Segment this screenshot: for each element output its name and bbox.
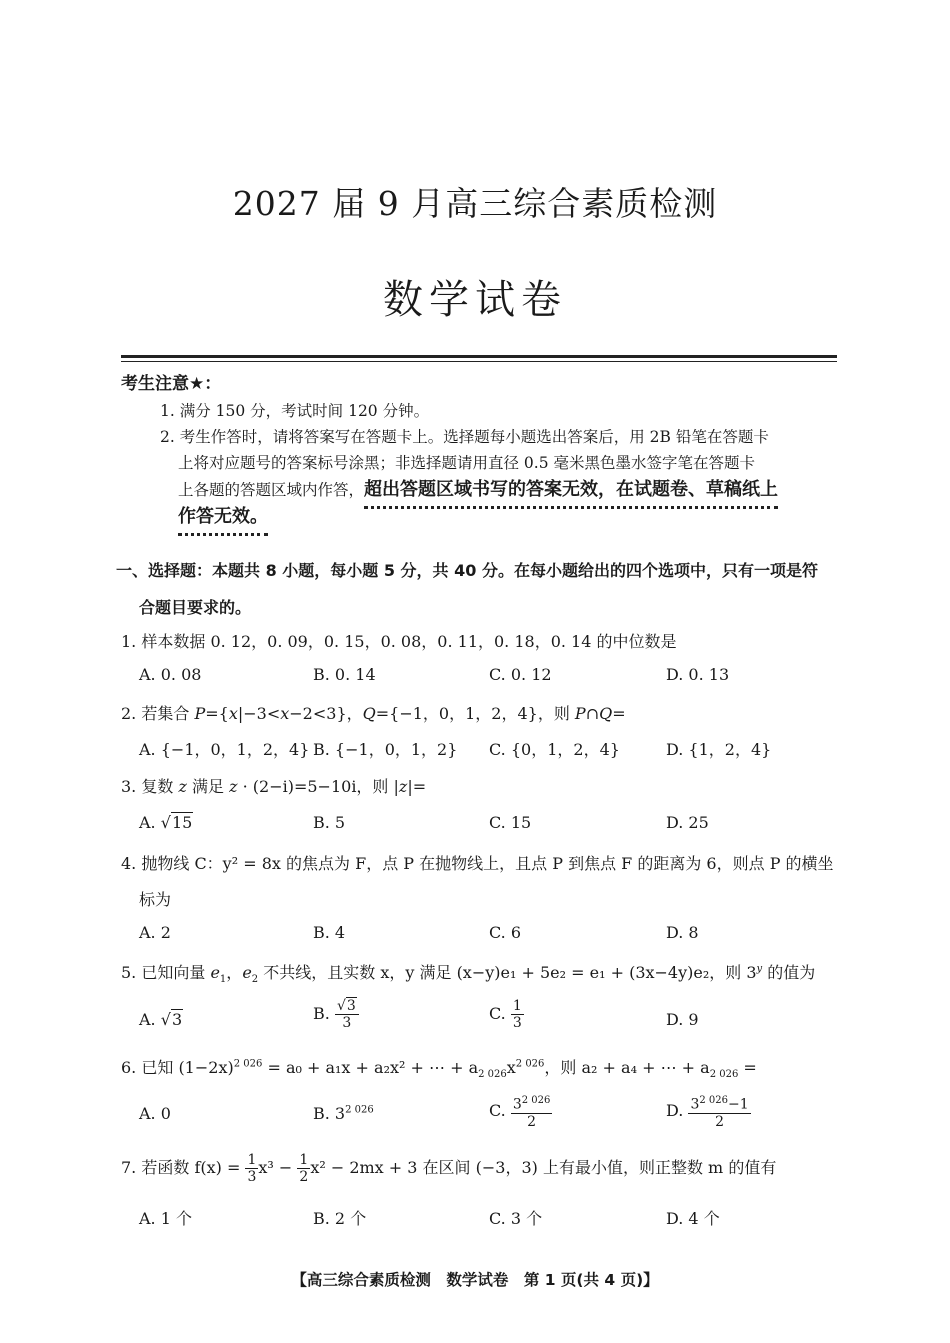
- q3-var-z2: z: [229, 777, 238, 796]
- question-3-stem: [121, 774, 426, 797]
- notice-plain-text: 上各题的答题区域内作答，: [178, 481, 365, 499]
- notice-emphasis-end: 作答无效。: [178, 506, 268, 536]
- q7-option-a: A. 1 个: [139, 1209, 192, 1228]
- question-1-stem: 1. 样本数据 0. 12，0. 09，0. 15，0. 08，0. 11，0. 18，0. 14 的中位数是: [121, 632, 677, 651]
- q7-f1-num: 1: [247, 1152, 257, 1168]
- q2-set-q-2: Q: [599, 704, 613, 723]
- q5-c-label: C.: [489, 1004, 511, 1023]
- q4-option-b: B. 4: [313, 923, 346, 942]
- q2-set-q: Q: [362, 704, 376, 723]
- q4-option-c: C. 6: [489, 923, 522, 942]
- q6-d-denominator: 2: [715, 1113, 724, 1130]
- q5-a-radicand: 3: [171, 1010, 183, 1029]
- q5-stem-b: 不共线，且实数 x，y 满足 (x−y)e₁ + 5e₂ = e₁ + (3x−4y)e₂，则 3: [258, 963, 757, 982]
- q6-b-base: B. 3: [313, 1104, 346, 1123]
- q6-c-fraction: [511, 1093, 553, 1130]
- q3-var-z: z: [178, 777, 187, 796]
- q6-b-power: 2 026: [345, 1104, 374, 1116]
- question-4-line-1: 4. 抛物线 C：y² = 8x 的焦点为 F，点 P 在抛物线上，且点 P 到焦点 F 的距离为 6，则点 P 的横坐: [121, 854, 834, 873]
- page-footer: 【高三综合素质检测 数学试卷 第 1 页(共 4 页)】: [291, 1271, 659, 1289]
- q6-stem-b: = a₀ + a₁x + a₂x² + ⋯ + a: [262, 1058, 479, 1077]
- q2-set1-mid: |−3<: [237, 704, 281, 723]
- q5-e1-sub: 1: [219, 974, 227, 986]
- q5-b-fraction: $\frac{√3}{3}$: [335, 998, 359, 1031]
- q6-d-label: D.: [666, 1100, 689, 1120]
- q7-option-b: B. 2 个: [313, 1209, 367, 1228]
- q5-exponent: y: [756, 963, 763, 975]
- q2-cap: ∩: [585, 704, 600, 723]
- q6-sub-1: 2 026: [478, 1069, 507, 1081]
- q2-set1-close: −2<3}，: [289, 704, 363, 723]
- q7-option-d: D. 4 个: [666, 1209, 720, 1228]
- q3-a-label: A.: [139, 813, 161, 832]
- q6-stem-c: x: [506, 1058, 516, 1077]
- q5-b-radicand: 3: [346, 998, 356, 1014]
- q6-c-label: C.: [489, 1100, 511, 1120]
- q2-set2: ={−1，0，1，2，4}，则: [375, 704, 575, 723]
- q5-option-a: A. √3: [139, 1010, 183, 1029]
- q6-power-2: 2 026: [515, 1058, 545, 1070]
- q3-var-z3: z: [398, 777, 408, 796]
- q7-f2-den: 2: [299, 1169, 309, 1185]
- q6-stem-a: 6. 已知 (1−2x): [121, 1058, 234, 1077]
- exam-title: 2027 届 9 月高三综合素质检测: [232, 184, 718, 223]
- q7-stem-a: 7. 若函数 f(x) =: [121, 1158, 246, 1177]
- q5-b-label: B.: [313, 1004, 335, 1023]
- header-rule-thin: [121, 361, 837, 362]
- q1-option-a: A. 0. 08: [139, 665, 202, 684]
- q5-b-denominator: 3: [342, 1015, 352, 1031]
- q7-option-c: C. 3 个: [489, 1209, 543, 1228]
- q6-option-a: A. 0: [139, 1104, 171, 1123]
- q5-e2-sub: 2: [251, 974, 259, 986]
- q6-d-fraction: [688, 1093, 750, 1130]
- notice-item-1: 1. 满分 150 分，考试时间 120 分钟。: [160, 402, 430, 420]
- header-rule-thick: [121, 355, 837, 358]
- q6-stem-d: ，则 a₂ + a₄ + ⋯ + a: [544, 1058, 710, 1077]
- q2-var-x2: x: [280, 704, 290, 723]
- q2-eq: =: [612, 704, 626, 723]
- q3-end: |=: [407, 777, 427, 796]
- q5-option-c: [489, 998, 524, 1031]
- q3-expr: · (2−i)=5−10i，则 |: [237, 777, 399, 796]
- q6-power: 2 026: [233, 1058, 263, 1070]
- q2-set1-open: ={: [205, 704, 229, 723]
- q2-var-x: x: [228, 704, 238, 723]
- q6-c-num-base: 3: [512, 1096, 522, 1113]
- q6-d-num-tail: −1: [728, 1096, 749, 1113]
- notice-item-2-line-4: [178, 502, 268, 528]
- q7-f2-num: 1: [299, 1152, 309, 1168]
- q3-option-c: C. 15: [489, 813, 532, 832]
- q6-sub-2: 2 026: [709, 1069, 739, 1081]
- q7-fraction-1: [245, 1152, 258, 1185]
- notice-item-2-line-3: [178, 475, 778, 501]
- q5-option-b: [313, 998, 359, 1031]
- q3-option-b: B. 5: [313, 813, 346, 832]
- q5-c-numerator: 1: [512, 998, 522, 1014]
- q5-c-fraction: [511, 998, 524, 1031]
- notice-heading: 考生注意★：: [121, 374, 222, 394]
- notice-emphasis-text: 超出答题区域书写的答案无效，在试题卷、草稿纸上: [364, 479, 778, 509]
- q1-option-d: D. 0. 13: [666, 665, 730, 684]
- section-heading-line-1: 一、选择题：本题共 8 小题，每小题 5 分，共 40 分。在每小题给出的四个选项中，只有一项是符: [116, 561, 818, 580]
- q4-option-a: A. 2: [139, 923, 171, 942]
- q1-option-b: B. 0. 14: [313, 665, 376, 684]
- notice-item-2-line-1: 2. 考生作答时，请将答案写在答题卡上。选择题每小题选出答案后，用 2B 铅笔在答题卡: [160, 428, 769, 446]
- exam-subtitle: 数学试卷: [383, 277, 567, 323]
- q2-option-a: A. {−1，0，1，2，4}: [139, 740, 310, 759]
- q6-option-c: [489, 1093, 552, 1130]
- q6-option-d: [666, 1093, 751, 1130]
- q2-option-d: D. {1，2，4}: [666, 740, 772, 759]
- q5-comma: ，: [226, 963, 243, 982]
- question-7-stem: [121, 1152, 776, 1185]
- q2-option-b: B. {−1，0，1，2}: [313, 740, 458, 759]
- question-2-stem: [121, 701, 626, 724]
- section-heading-line-2: 合题目要求的。: [139, 598, 252, 617]
- question-5-stem: [121, 960, 815, 985]
- notice-item-2-line-2: 上将对应题号的答案标号涂黑；非选择题请用直径 0.5 毫米黑色墨水签字笔在答题卡: [178, 454, 756, 472]
- q5-option-d: D. 9: [666, 1010, 699, 1029]
- q2-set-p-2: P: [574, 704, 586, 723]
- q5-e1: e: [210, 963, 220, 982]
- q5-c-denominator: 3: [512, 1015, 522, 1031]
- question-4-line-2: 标为: [139, 890, 172, 909]
- q3-option-a: A. √15: [139, 813, 193, 832]
- q6-stem-e: =: [738, 1058, 757, 1077]
- question-6-stem: [121, 1055, 757, 1080]
- q7-f1-den: 3: [247, 1169, 257, 1185]
- q3-a-radicand: 15: [171, 813, 193, 832]
- q5-stem-c: 的值为: [762, 963, 816, 982]
- q3-mid: 满足: [186, 777, 230, 796]
- q6-d-num-power: 2 026: [699, 1095, 728, 1106]
- q6-option-b: [313, 1104, 374, 1123]
- q3-option-d: D. 25: [666, 813, 709, 832]
- q7-stem-c: x² − 2mx + 3 在区间 (−3，3) 上有最小值，则正整数 m 的值有: [310, 1158, 777, 1177]
- q4-option-d: D. 8: [666, 923, 699, 942]
- q5-a-label: A.: [139, 1010, 161, 1029]
- q5-e2: e: [242, 963, 252, 982]
- q6-c-denominator: 2: [527, 1113, 537, 1130]
- q7-stem-b: x³ −: [258, 1158, 298, 1177]
- q1-option-c: C. 0. 12: [489, 665, 552, 684]
- q2-set-p: P: [194, 704, 206, 723]
- q2-option-c: C. {0，1，2，4}: [489, 740, 620, 759]
- q6-d-num-base: 3: [690, 1096, 700, 1113]
- q5-stem-a: 5. 已知向量: [121, 963, 211, 982]
- q3-pre: 3. 复数: [121, 777, 179, 796]
- q2-pre: 2. 若集合: [121, 704, 195, 723]
- q6-c-num-power: 2 026: [521, 1095, 551, 1106]
- q7-fraction-2: [297, 1152, 310, 1185]
